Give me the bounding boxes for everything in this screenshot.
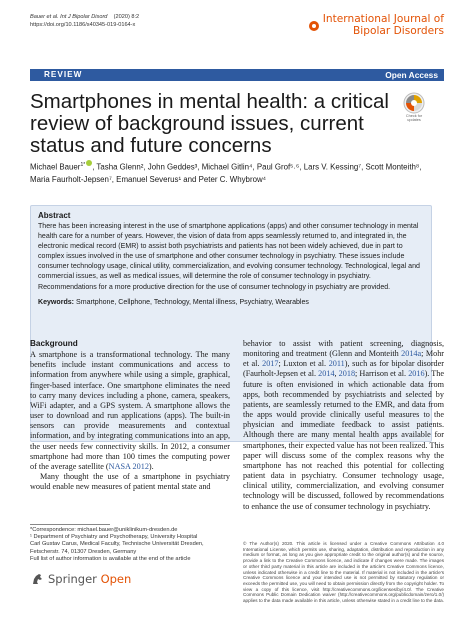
correspondence: *Correspondence: michael.bauer@uniklinikum-dresden.de xyxy=(30,527,178,533)
body-text: ; Luxton et al. xyxy=(278,359,329,369)
citation-journal: Bauer et al. Int J Bipolar Disord xyxy=(30,14,108,20)
body-column-right xyxy=(243,339,444,512)
publisher-name-b: Open xyxy=(100,572,132,586)
publisher-name-a: Springer xyxy=(48,572,97,586)
abstract-text: There has been increasing interest in the use of smartphone applications (apps) and other consumer technology in mental health care for a number of years. However, the vision of data from apps seamlessly returned to, and integrated in, the electronic medical record (EMR) to assist both psychiatrists and patients has not been widely achieved, due in part to complex issues involved in the use of smartphone and other consumer technology in psychiatry. These issues include consumer technology usage, clinical utility, commercialization, and evolving consumer technology. Technological, legal and commercial issues, as well as medical issues, will determine the role of consumer technology in psychiatry. Recommendations for a more productive direction for the use of consumer technology in psychiatry are provided. xyxy=(38,223,420,291)
journal-name-line1: International Journal of xyxy=(322,13,444,25)
article-citation xyxy=(30,14,139,29)
body-paragraph-2: Many thought the use of a smartphone in psychiatry would enable new measures of patient mental state and xyxy=(30,472,230,492)
author-info-note: Full list of author information is available at the end of the article xyxy=(30,555,191,562)
section-heading-background: Background xyxy=(30,339,78,348)
journal-name xyxy=(323,14,444,37)
crossmark-label: Check for updates xyxy=(405,114,423,122)
authors-rest: , Tasha Glenn², John Geddes³, Michael Gitlin⁴, Paul Grof⁵˒⁶, Lars V. Kessing⁷, Scott Monteith⁸, xyxy=(92,162,422,172)
footnotes xyxy=(30,527,230,563)
citation-link[interactable]: 2014a xyxy=(401,349,422,359)
authors-line2: Maria Faurholt-Jepsen⁷, Emanuel Severus¹ and Peter C. Whybrow⁴ xyxy=(30,174,267,184)
citation-year: (2020) 8:2 xyxy=(113,14,140,20)
body-column-left xyxy=(30,339,230,492)
keywords-list: Smartphone, Cellphone, Technology, Mental illness, Psychiatry, Wearables xyxy=(76,299,309,306)
body-text: ), such as for bipolar disorder (Faurholt-Jepsen et al. xyxy=(243,359,444,379)
body-text: ; Mohr et al. xyxy=(243,349,445,369)
affiliation-line: ¹ Department of Psychiatry and Psychotherapy, University Hospital xyxy=(30,534,198,541)
body-text: behavior to assist with patient screening, diagnosis, monitoring and treatment (Glenn and Monteith xyxy=(243,339,444,359)
citation-link[interactable]: 2016 xyxy=(408,369,425,379)
body-paragraph-3 xyxy=(243,339,444,512)
journal-logo-icon xyxy=(309,21,319,31)
body-paragraph-1 xyxy=(30,350,230,472)
publisher-logo xyxy=(30,572,131,586)
keywords xyxy=(38,298,424,308)
publisher-name xyxy=(48,572,131,586)
abstract-heading: Abstract xyxy=(38,211,71,220)
citation-link[interactable]: 2014 xyxy=(318,369,335,379)
citation-link[interactable]: NASA 2012 xyxy=(108,461,149,471)
springer-horse-icon xyxy=(30,572,44,586)
body-text: ). The future is often envisioned in which actionable data from apps, both recommended by psychiatrists and selected by patients, are seamlessly returned to the EMR, and data from the apps would provide clinically useful measures to the physician and immediate feedback to assist patients. Although there are many mental health apps available for smartphones, their expected value has not been realized. This paper will discuss some of the complex reasons why the smartphone has not reached this potential for collecting patient data in psychiatry. Consumer technology usage, clinical utility, commercialization, and evolving consumer technology will be discussed, followed by recommendations to enhance the use of consumer technology in psychiatry. xyxy=(243,369,445,511)
affiliation-line: Fetscherstr. 74, 01307 Dresden, Germany xyxy=(30,548,137,555)
author-list xyxy=(30,159,444,186)
citation-link[interactable]: 2018 xyxy=(338,369,356,379)
journal-name-line2: Bipolar Disorders xyxy=(353,24,444,37)
keywords-label: Keywords: xyxy=(38,299,75,306)
footnote-divider xyxy=(30,524,110,525)
body-text: , xyxy=(334,369,339,379)
affiliation-line: Carl Gustav Carus, Medical Faculty, Technische Universität Dresden, xyxy=(30,541,204,548)
article-title: Smartphones in mental health: a critical review of background issues, current status and future concerns xyxy=(30,90,389,157)
license-text: © The Author(s) 2020. This article is licensed under a Creative Commons Attribution 4.0 International License, which permits use, sharing, adaptation, distribution and reproduction in any medium or format, as long as you give appropriate credit to the original author(s) and the source, provide a link to the Creative Commons licence, and indicate if changes were made. The images or other third party material in this article are included in the article's Creative Commons licence, unless indicated otherwise in a credit line to the material. If material is not included in the article's Creative Commons licence and your intended use is not permitted by statutory regulation or exceeds the permitted use, you will need to obtain permission directly from the copyright holder. To view a copy of this licence, visit http://creativecommons.org/licenses/by/4.0/. The Creative Commons Public Domain Dedication waiver (http://creativecommons.org/publicdomain/zero/1.0/) applies to the data made available in this article, unless otherwise stated in a credit line to the data. xyxy=(243,541,444,604)
article-type-label: REVIEW xyxy=(44,70,83,79)
author-first-affiliation: 1* xyxy=(80,162,86,168)
body-text: ; Harrison et al. xyxy=(355,369,409,379)
journal-brand xyxy=(309,14,444,37)
citation-link[interactable]: 2011 xyxy=(328,359,345,369)
body-paragraph-1-end: ). xyxy=(148,461,154,471)
article-type-banner xyxy=(30,69,444,81)
doi-link[interactable]: https://doi.org/10.1186/s40345-019-0164-x xyxy=(30,21,136,28)
citation-link[interactable]: 2017 xyxy=(262,359,279,369)
open-access-label: Open Access xyxy=(385,70,438,80)
crossmark-icon[interactable] xyxy=(403,92,425,114)
author-first[interactable]: Michael Bauer xyxy=(30,162,81,172)
body-paragraph-1-text: A smartphone is a transformational technology. The many benefits include instant communications and access to information from anywhere while using a simple, graphical, finger-based interface. One smartphone eliminates the need to carry many devices including a phone, camera, speakers, WiFi adapter, and a GPS system. A smartphone allows the user to download and run applications (apps). The built-in sensors can provide measurements and contextual information, and by integrating communications into an app, the user needs few connectivity skills. In 2012, a consumer smartphone had more than 100 times the computing power of the average satellite ( xyxy=(30,350,230,471)
